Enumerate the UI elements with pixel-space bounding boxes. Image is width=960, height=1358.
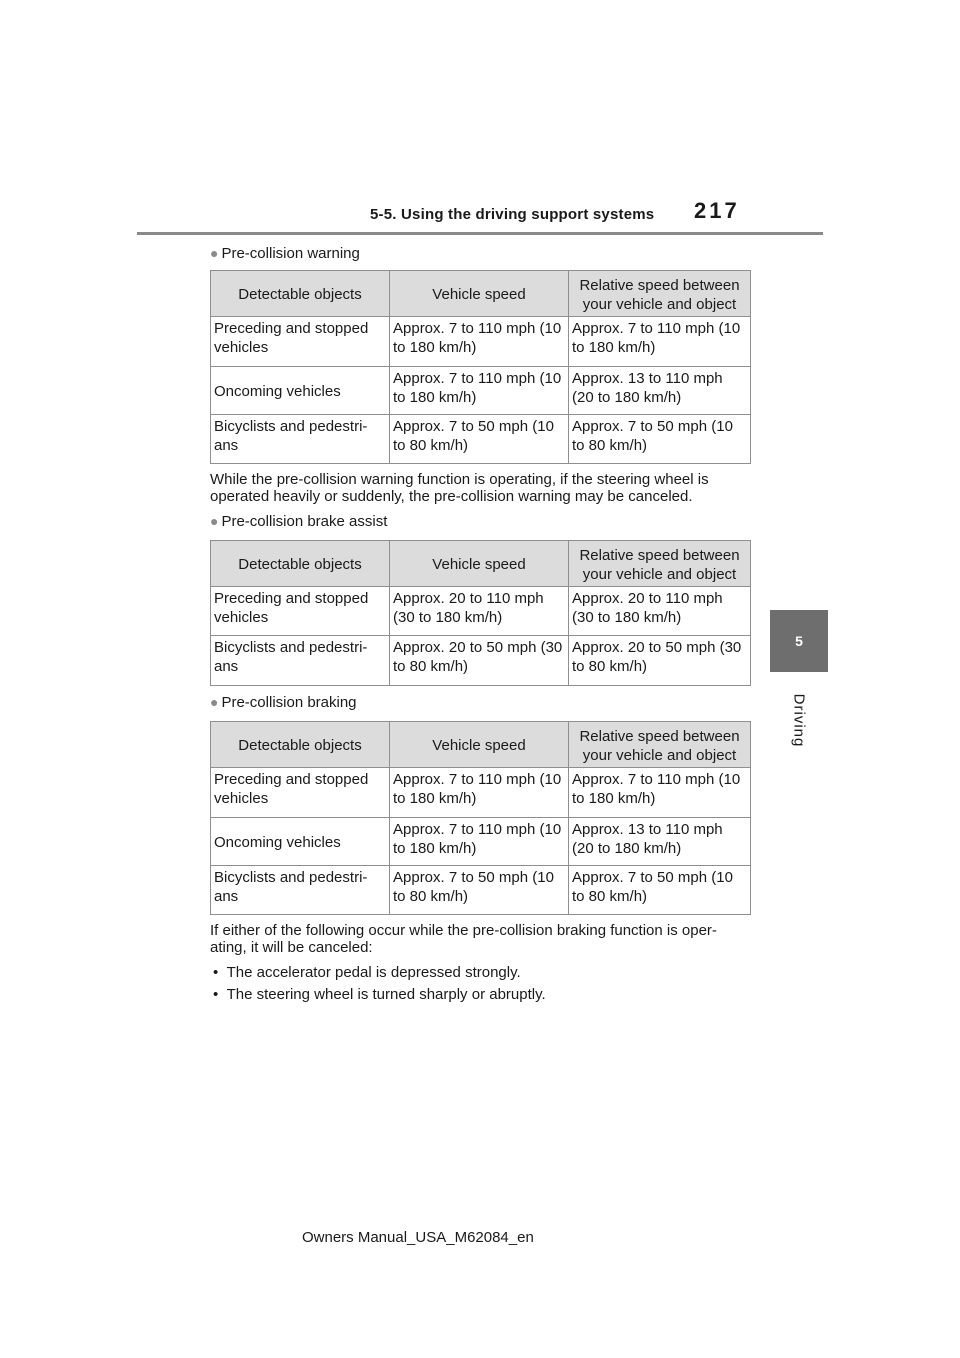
table-cell: Approx. 7 to 50 mph (10 to 80 km/h) xyxy=(390,415,569,464)
bullet-icon: ● xyxy=(210,513,219,529)
table-cell: Approx. 7 to 110 mph (10 to 180 km/h) xyxy=(390,768,569,818)
table-cell: Approx. 7 to 50 mph (10 to 80 km/h) xyxy=(569,866,751,915)
column-header: Vehicle speed xyxy=(390,271,569,317)
pre-collision-warning-table xyxy=(210,270,751,464)
table-cell: Oncoming vehicles xyxy=(211,818,390,866)
table-header-row xyxy=(211,541,751,587)
table-cell: Approx. 20 to 110 mph (30 to 180 km/h) xyxy=(569,587,751,636)
list-item: • The accelerator pedal is depressed strongly. xyxy=(213,964,521,981)
table-header-row xyxy=(211,271,751,317)
column-header: Relative speed between your vehicle and object xyxy=(569,722,751,768)
column-header: Relative speed between your vehicle and object xyxy=(569,541,751,587)
list-item: • The steering wheel is turned sharply or abruptly. xyxy=(213,986,546,1003)
table-cell: Bicyclists and pedestri-ans xyxy=(211,415,390,464)
column-header: Vehicle speed xyxy=(390,541,569,587)
bullet-icon: ● xyxy=(210,694,219,710)
table-row xyxy=(211,768,751,818)
table-cell: Approx. 13 to 110 mph (20 to 180 km/h) xyxy=(569,367,751,415)
table-row xyxy=(211,636,751,686)
page-content xyxy=(210,240,750,1006)
section-heading: ● Pre-collision braking xyxy=(210,694,357,711)
chapter-tab: 5 xyxy=(770,610,828,672)
column-header: Detectable objects xyxy=(211,541,390,587)
table-row xyxy=(211,415,751,464)
table-row xyxy=(211,866,751,915)
table-cell: Approx. 7 to 110 mph (10 to 180 km/h) xyxy=(390,367,569,415)
table-cell: Approx. 20 to 50 mph (30 to 80 km/h) xyxy=(390,636,569,686)
footer-document-id: Owners Manual_USA_M62084_en xyxy=(302,1229,534,1246)
table-row xyxy=(211,587,751,636)
table-cell: Bicyclists and pedestri-ans xyxy=(211,866,390,915)
table-cell: Approx. 20 to 110 mph (30 to 180 km/h) xyxy=(390,587,569,636)
table-cell: Oncoming vehicles xyxy=(211,367,390,415)
chapter-label-text: Driving xyxy=(790,693,808,748)
section-heading: ● Pre-collision brake assist xyxy=(210,513,388,530)
table-cell: Approx. 7 to 50 mph (10 to 80 km/h) xyxy=(390,866,569,915)
table-cell: Preceding and stopped vehicles xyxy=(211,317,390,367)
table-cell: Approx. 13 to 110 mph (20 to 180 km/h) xyxy=(569,818,751,866)
table-row xyxy=(211,317,751,367)
bullet-icon: ● xyxy=(210,245,219,261)
table-cell: Approx. 7 to 110 mph (10 to 180 km/h) xyxy=(390,818,569,866)
column-header: Relative speed between your vehicle and object xyxy=(569,271,751,317)
cancel-conditions-list xyxy=(210,962,750,1006)
column-header: Detectable objects xyxy=(211,722,390,768)
table-cell: Approx. 7 to 50 mph (10 to 80 km/h) xyxy=(569,415,751,464)
header-divider xyxy=(137,232,823,235)
column-header: Detectable objects xyxy=(211,271,390,317)
column-header: Vehicle speed xyxy=(390,722,569,768)
page-header xyxy=(0,0,960,240)
warning-note: While the pre-collision warning function is operating, if the steering wheel is operated heavily or suddenly, the pre-collision warning may be canceled. xyxy=(210,471,709,505)
table-row xyxy=(211,818,751,866)
table-cell: Preceding and stopped vehicles xyxy=(211,587,390,636)
table-cell: Approx. 7 to 110 mph (10 to 180 km/h) xyxy=(390,317,569,367)
page-number: 217 xyxy=(694,198,740,223)
section-heading: ● Pre-collision warning xyxy=(210,245,360,262)
pre-collision-braking-table xyxy=(210,721,751,915)
table-cell: Approx. 7 to 110 mph (10 to 180 km/h) xyxy=(569,317,751,367)
table-cell: Bicyclists and pedestri-ans xyxy=(211,636,390,686)
pre-collision-brake-assist-table xyxy=(210,540,751,686)
table-row xyxy=(211,367,751,415)
braking-note: If either of the following occur while the pre-collision braking function is oper-ating, it will be canceled: xyxy=(210,922,717,956)
table-cell: Approx. 7 to 110 mph (10 to 180 km/h) xyxy=(569,768,751,818)
section-title: 5-5. Using the driving support systems xyxy=(370,206,655,223)
table-header-row xyxy=(211,722,751,768)
table-cell: Preceding and stopped vehicles xyxy=(211,768,390,818)
table-cell: Approx. 20 to 50 mph (30 to 80 km/h) xyxy=(569,636,751,686)
